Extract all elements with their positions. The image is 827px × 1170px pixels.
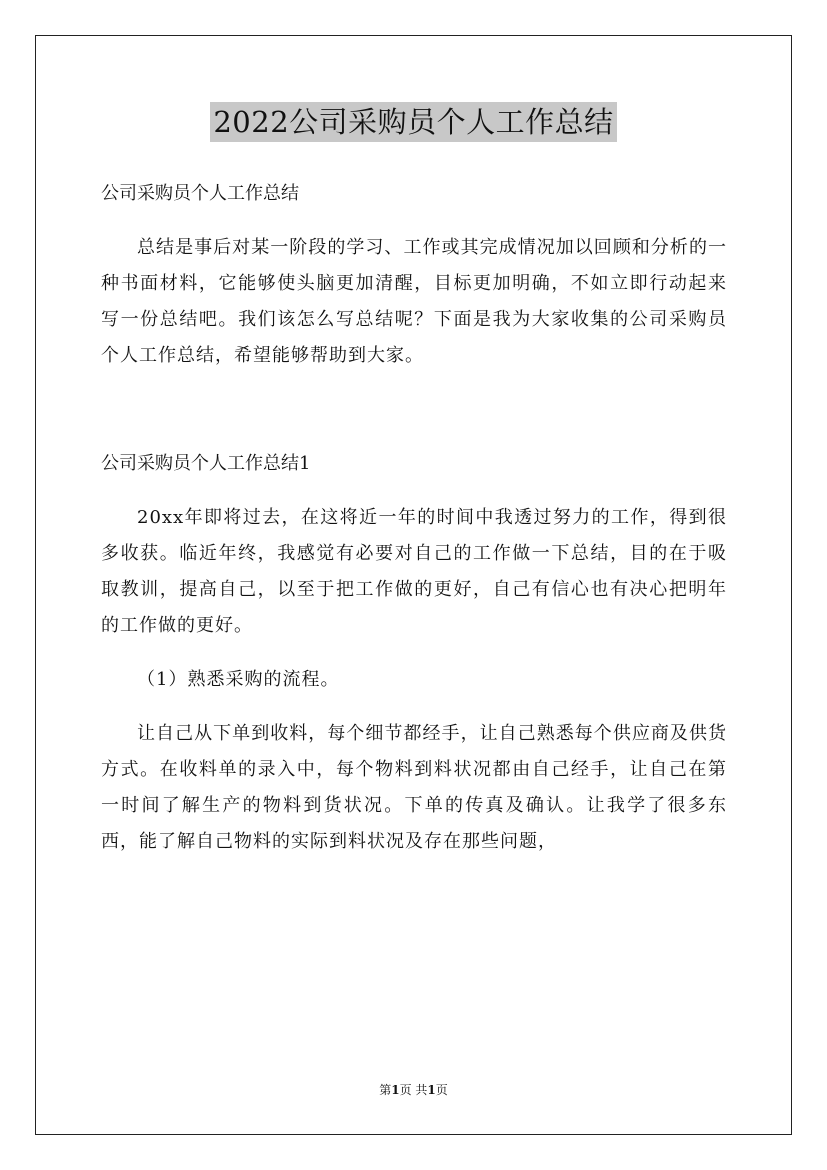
document-body — [101, 176, 727, 860]
subtitle: 公司采购员个人工作总结 — [101, 183, 299, 204]
list-item: （1）熟悉采购的流程。 — [137, 669, 340, 690]
spacer — [101, 644, 727, 662]
title-container — [0, 102, 827, 142]
spacer — [101, 374, 727, 446]
page-label-suffix: 页 — [435, 1083, 448, 1097]
page-label-prefix: 第 — [379, 1083, 392, 1097]
section-paragraph: 让自己从下单到收料，每个细节都经手，让自己熟悉每个供应商及供货方式。在收料单的录入中，每个物料到料状况都由自己经手，让自己在第一时间了解生产的物料到货状况。下单的传真及确认。让我学了很多东西，能了解自己物料的实际到料状况及存在那些问题， — [101, 723, 727, 852]
section-heading: 公司采购员个人工作总结1 — [101, 453, 311, 474]
intro-paragraph: 总结是事后对某一阶段的学习、工作或其完成情况加以回顾和分析的一种书面材料，它能够使头脑更加清醒，目标更加明确，不如立即行动起来写一份总结吧。我们该怎么写总结呢？下面是我为大家收集的公司采购员个人工作总结，希望能够帮助到大家。 — [101, 237, 727, 366]
page-current: 1 — [391, 1083, 400, 1097]
spacer — [101, 212, 727, 230]
spacer — [101, 482, 727, 500]
page-footer — [0, 1081, 827, 1098]
spacer — [101, 698, 727, 716]
section-paragraph: 20xx年即将过去，在这将近一年的时间中我透过努力的工作，得到很多收获。临近年终，我感觉有必要对自己的工作做一下总结，目的在于吸取教训，提高自己，以至于把工作做的更好，自己有信心也有决心把明年的工作做的更好。 — [101, 507, 727, 636]
document-title: 2022公司采购员个人工作总结 — [210, 102, 616, 142]
page-total: 1 — [427, 1083, 436, 1097]
page-label-mid: 页 共 — [399, 1083, 428, 1097]
